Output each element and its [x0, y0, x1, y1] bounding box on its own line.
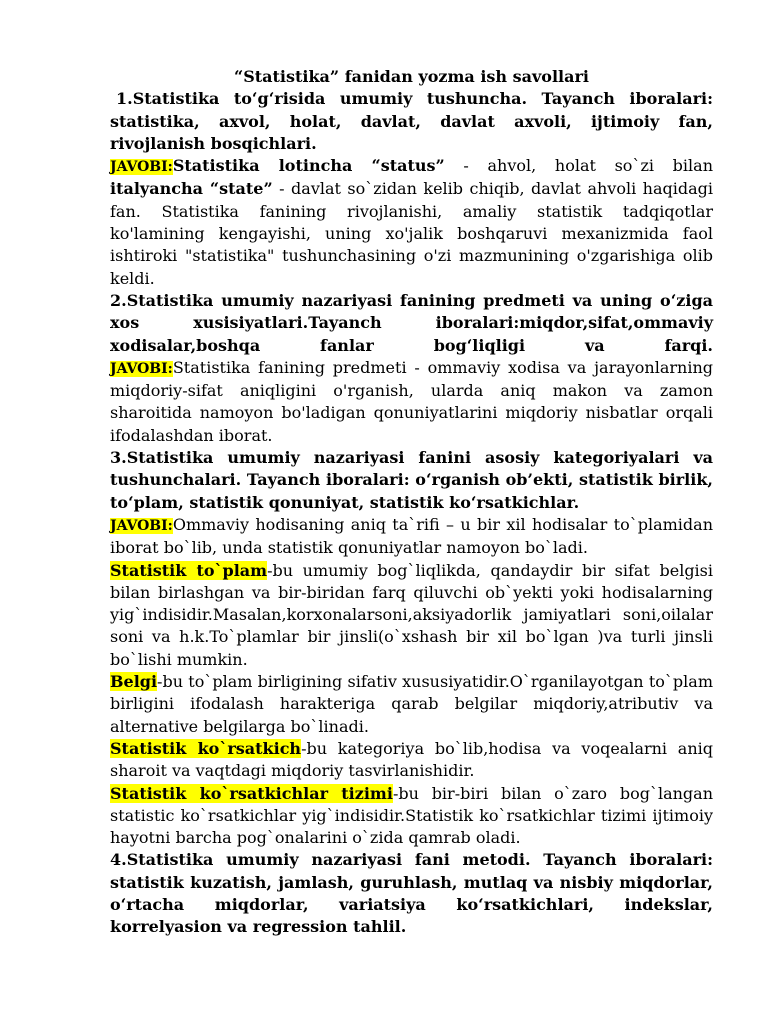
- highlighted-term: Statistik to`plam: [110, 560, 268, 580]
- answer-text: - davlat so`zidan kelib chiqib, davlat ahvoli haqidagi fan. Statistika fanining rivojlanishi, amaliy statistik tadqiqotlar ko'lamining kengayishi, uning xo'jalik boshqaruvi mexanizmida faol ishtiroki "statistika" tushunchasining o'zi mazmunining o'zgarishiga olib keldi.: [110, 179, 714, 288]
- term-definition: [110, 783, 713, 850]
- document-page: [110, 66, 713, 939]
- definition-text: -bu umumiy bog`liqlikda, qandaydir bir sifat belgisi bilan birlashgan va bir-biridan farq qiluvchi ob`yekti yoki hodisalarning yig`indisidir.Masalan,korxonalarsoni,aksiyadorlik jamiyatlari soni,oilalar soni va h.k.To`plamlar bir jinsli(o`xshash bir xil bo`lgan )va turli jinsli bo`lishi mumkin.: [110, 560, 713, 669]
- question-4: 4.Statistika umumiy nazariyasi fani metodi. Tayanch iboralari: statistik kuzatish, jamlash, guruhlash, mutlaq va nisbiy miqdorlar, o‘rtacha miqdorlar, variatsiya ko‘rsatkichlari, indekslar, korrelyasion va regression tahlil.: [110, 850, 713, 937]
- highlighted-term: Statistik ko`rsatkichlar tizimi: [110, 783, 393, 803]
- answer-text: Ommaviy hodisaning aniq ta`rifi – u bir xil hodisalar to`plamidan iborat bo`lib, unda statistik qonuniyatlar namoyon bo`ladi.: [110, 514, 713, 558]
- answer-text: - ahvol, holat so`zi bilan: [444, 156, 713, 176]
- page-title: “Statistika” fanidan yozma ish savollari: [234, 67, 589, 86]
- answer-label: JAVOBI:: [110, 517, 173, 534]
- question-1: 1.Statistika to‘g‘risida umumiy tushuncha. Tayanch iboralari: statistika, axvol, holat, davlat, davlat axvoli, ijtimoiy fan, rivojlanish bosqichlari.: [110, 89, 713, 153]
- question-2: 2.Statistika umumiy nazariyasi fanining predmeti va uning o‘ziga xos xusisiyatlari.Tayanch iboralari:miqdor,sifat,ommaviy xodisalar,boshqa fanlar bog‘liqligi va farqi.: [110, 290, 713, 355]
- term-definition: [110, 560, 713, 671]
- highlighted-term: Statistik ko`rsatkich: [110, 738, 302, 758]
- answer-bold-text: italyancha “state”: [110, 179, 273, 199]
- answer-label: JAVOBI:: [110, 360, 173, 377]
- term-definition: [110, 671, 713, 738]
- question-3: 3.Statistika umumiy nazariyasi fanini asosiy kategoriyalari va tushunchalari. Tayanch iboralari: o‘rganish ob’ekti, statistik birlik, to‘plam, statistik qonuniyat, statistik ko‘rsatkichlar.: [110, 448, 713, 512]
- definition-text: -bu to`plam birligining sifativ xususiyatidir.O`rganilayotgan to`plam birligini ifodalash harakteriga qarab belgilar miqdoriy,atributiv va alternative belgilarga bo`linadi.: [110, 672, 713, 736]
- highlighted-term: Belgi: [110, 672, 158, 692]
- answer-label: JAVOBI:: [110, 159, 173, 176]
- answer-1: [110, 155, 713, 290]
- answer-2: [110, 357, 713, 447]
- term-definition: [110, 738, 713, 783]
- definition-text: -bu kategoriya bo`lib,hodisa va voqealarni aniq sharoit va vaqtdagi miqdoriy tasvirlanishidir.: [110, 738, 713, 781]
- answer-3: [110, 514, 713, 560]
- definition-text: -bu bir-biri bilan o`zaro bog`langan statistic ko`rsatkichlar yig`indisidir.Statistik ko`rsatkichlar tizimi ijtimoiy hayotni barcha pog`onalarini o`zida qamrab oladi.: [110, 783, 714, 848]
- answer-text: Statistika fanining predmeti - ommaviy xodisa va jarayonlarning miqdoriy-sifat aniqligini o'rganish, ularda aniq makon va zamon sharoitida namoyon bo'ladigan qonuniyatlarini miqdoriy nisbatlar orqali ifodalashdan iborat.: [110, 357, 713, 445]
- answer-bold-text: Statistika lotincha “status”: [172, 156, 445, 176]
